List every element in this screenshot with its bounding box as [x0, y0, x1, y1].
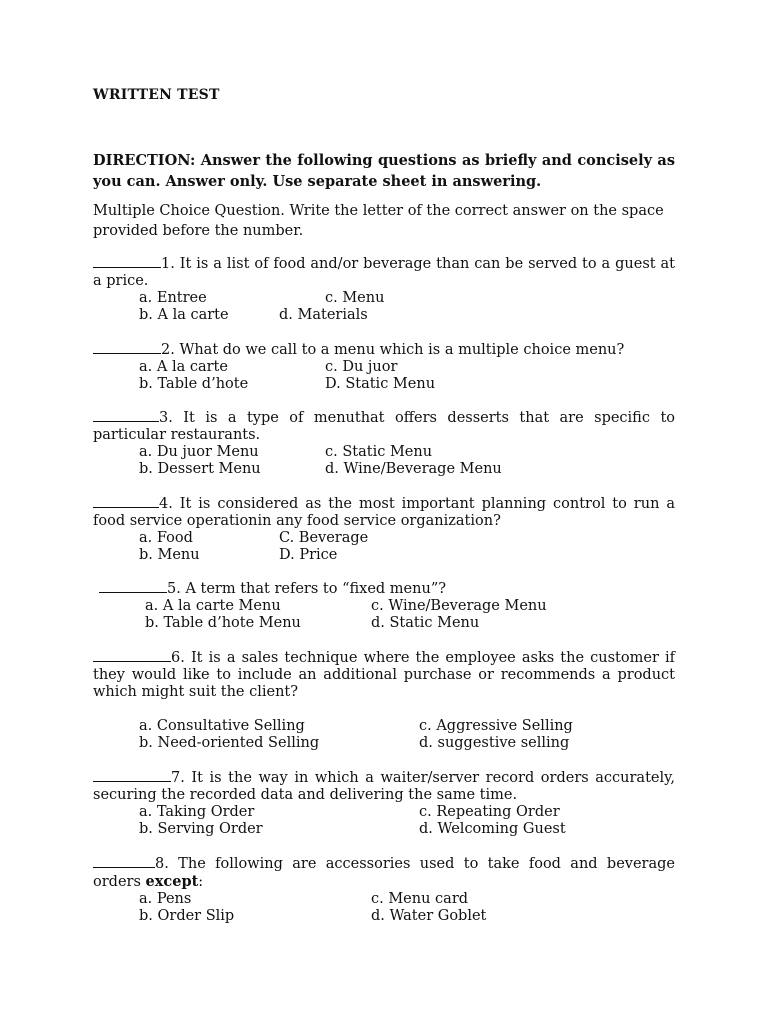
option-a: a. Taking Order — [139, 804, 255, 820]
question-text: 1. It is a list of food and/or beverage than can be served to a guest at a price. — [93, 256, 675, 289]
option-b: b. Order Slip — [139, 908, 235, 924]
option-c: c. Du juor — [325, 359, 398, 375]
answer-blank[interactable] — [93, 254, 161, 268]
options-grid — [93, 530, 675, 564]
option-b: b. Table d’hote — [139, 376, 249, 392]
option-c: c. Menu card — [371, 891, 469, 907]
option-b: b. Need-oriented Selling — [139, 735, 320, 751]
option-c: c. Menu — [325, 290, 385, 306]
option-d: d. suggestive selling — [419, 735, 570, 751]
direction-text: DIRECTION: Answer the following questions as briefly and concisely as you can. Answer only. Use separate sheet in answering. — [93, 152, 675, 190]
option-d: d. Wine/Beverage Menu — [325, 461, 502, 477]
options-grid — [99, 598, 681, 632]
question-stem — [93, 340, 675, 359]
question-3 — [93, 408, 675, 478]
question-4 — [93, 494, 675, 564]
option-d: d. Static Menu — [371, 615, 480, 631]
question-8 — [93, 854, 675, 925]
option-d: d. Welcoming Guest — [419, 821, 566, 837]
option-a: a. Du juor Menu — [139, 444, 259, 460]
option-c: c. Wine/Beverage Menu — [371, 598, 547, 614]
question-stem — [93, 494, 675, 530]
option-d: D. Static Menu — [325, 376, 436, 392]
options-grid — [93, 718, 675, 752]
option-b: b. Serving Order — [139, 821, 263, 837]
option-a: a. Pens — [139, 891, 192, 907]
question-text: 3. It is a type of menuthat offers desserts that are specific to particular restaurants. — [93, 410, 675, 443]
option-d: D. Price — [279, 547, 338, 563]
question-2 — [93, 340, 675, 393]
option-c: c. Static Menu — [325, 444, 433, 460]
answer-blank[interactable] — [93, 494, 159, 508]
option-c: c. Repeating Order — [419, 804, 560, 820]
instructions-text: Multiple Choice Question. Write the letter of the correct answer on the space provided before the number. — [93, 203, 664, 239]
question-7 — [93, 768, 675, 838]
question-text: 7. It is the way in which a waiter/server record orders accurately, securing the recorded data and delivering the same time. — [93, 770, 675, 803]
option-b: b. Menu — [139, 547, 200, 563]
option-c: c. Aggressive Selling — [419, 718, 573, 734]
option-a: a. A la carte Menu — [145, 598, 281, 614]
emphasis-text: except — [145, 873, 199, 890]
answer-blank[interactable] — [93, 340, 161, 354]
option-c: C. Beverage — [279, 530, 369, 546]
answer-blank[interactable] — [99, 579, 167, 593]
question-stem — [93, 768, 675, 804]
question-text: 6. It is a sales technique where the employee asks the customer if they would like to include an additional purchase or recommends a product which might suit the client? — [93, 650, 675, 700]
page-title: WRITTEN TEST — [93, 87, 220, 103]
answer-blank[interactable] — [93, 768, 171, 782]
options-grid — [93, 359, 675, 393]
option-b: b. A la carte — [139, 307, 229, 323]
answer-blank[interactable] — [93, 648, 171, 662]
option-d: d. Materials — [279, 307, 368, 323]
question-text: 8. The following are accessories used to take food and beverage orders — [93, 856, 675, 890]
question-5 — [99, 579, 681, 632]
question-stem — [93, 254, 675, 290]
option-a: a. Food — [139, 530, 193, 546]
question-text: 4. It is considered as the most important planning control to run a food service operationin any food service organization? — [93, 496, 675, 529]
options-grid — [93, 290, 675, 324]
options-grid — [93, 444, 675, 478]
options-grid — [93, 891, 675, 925]
option-d: d. Water Goblet — [371, 908, 487, 924]
question-text: 2. What do we call to a menu which is a multiple choice menu? — [161, 342, 625, 358]
answer-blank[interactable] — [93, 854, 155, 868]
question-stem — [93, 648, 675, 701]
option-b: b. Table d’hote Menu — [145, 615, 301, 631]
answer-blank[interactable] — [93, 408, 159, 422]
question-6 — [93, 648, 675, 752]
options-grid — [93, 804, 675, 838]
option-a: a. Entree — [139, 290, 207, 306]
option-a: a. Consultative Selling — [139, 718, 305, 734]
question-text-end: : — [198, 874, 204, 890]
question-stem — [99, 579, 681, 598]
question-1 — [93, 254, 675, 324]
option-a: a. A la carte — [139, 359, 228, 375]
option-b: b. Dessert Menu — [139, 461, 261, 477]
question-stem — [93, 408, 675, 444]
question-stem — [93, 854, 675, 891]
question-text: 5. A term that refers to “fixed menu”? — [167, 581, 447, 597]
